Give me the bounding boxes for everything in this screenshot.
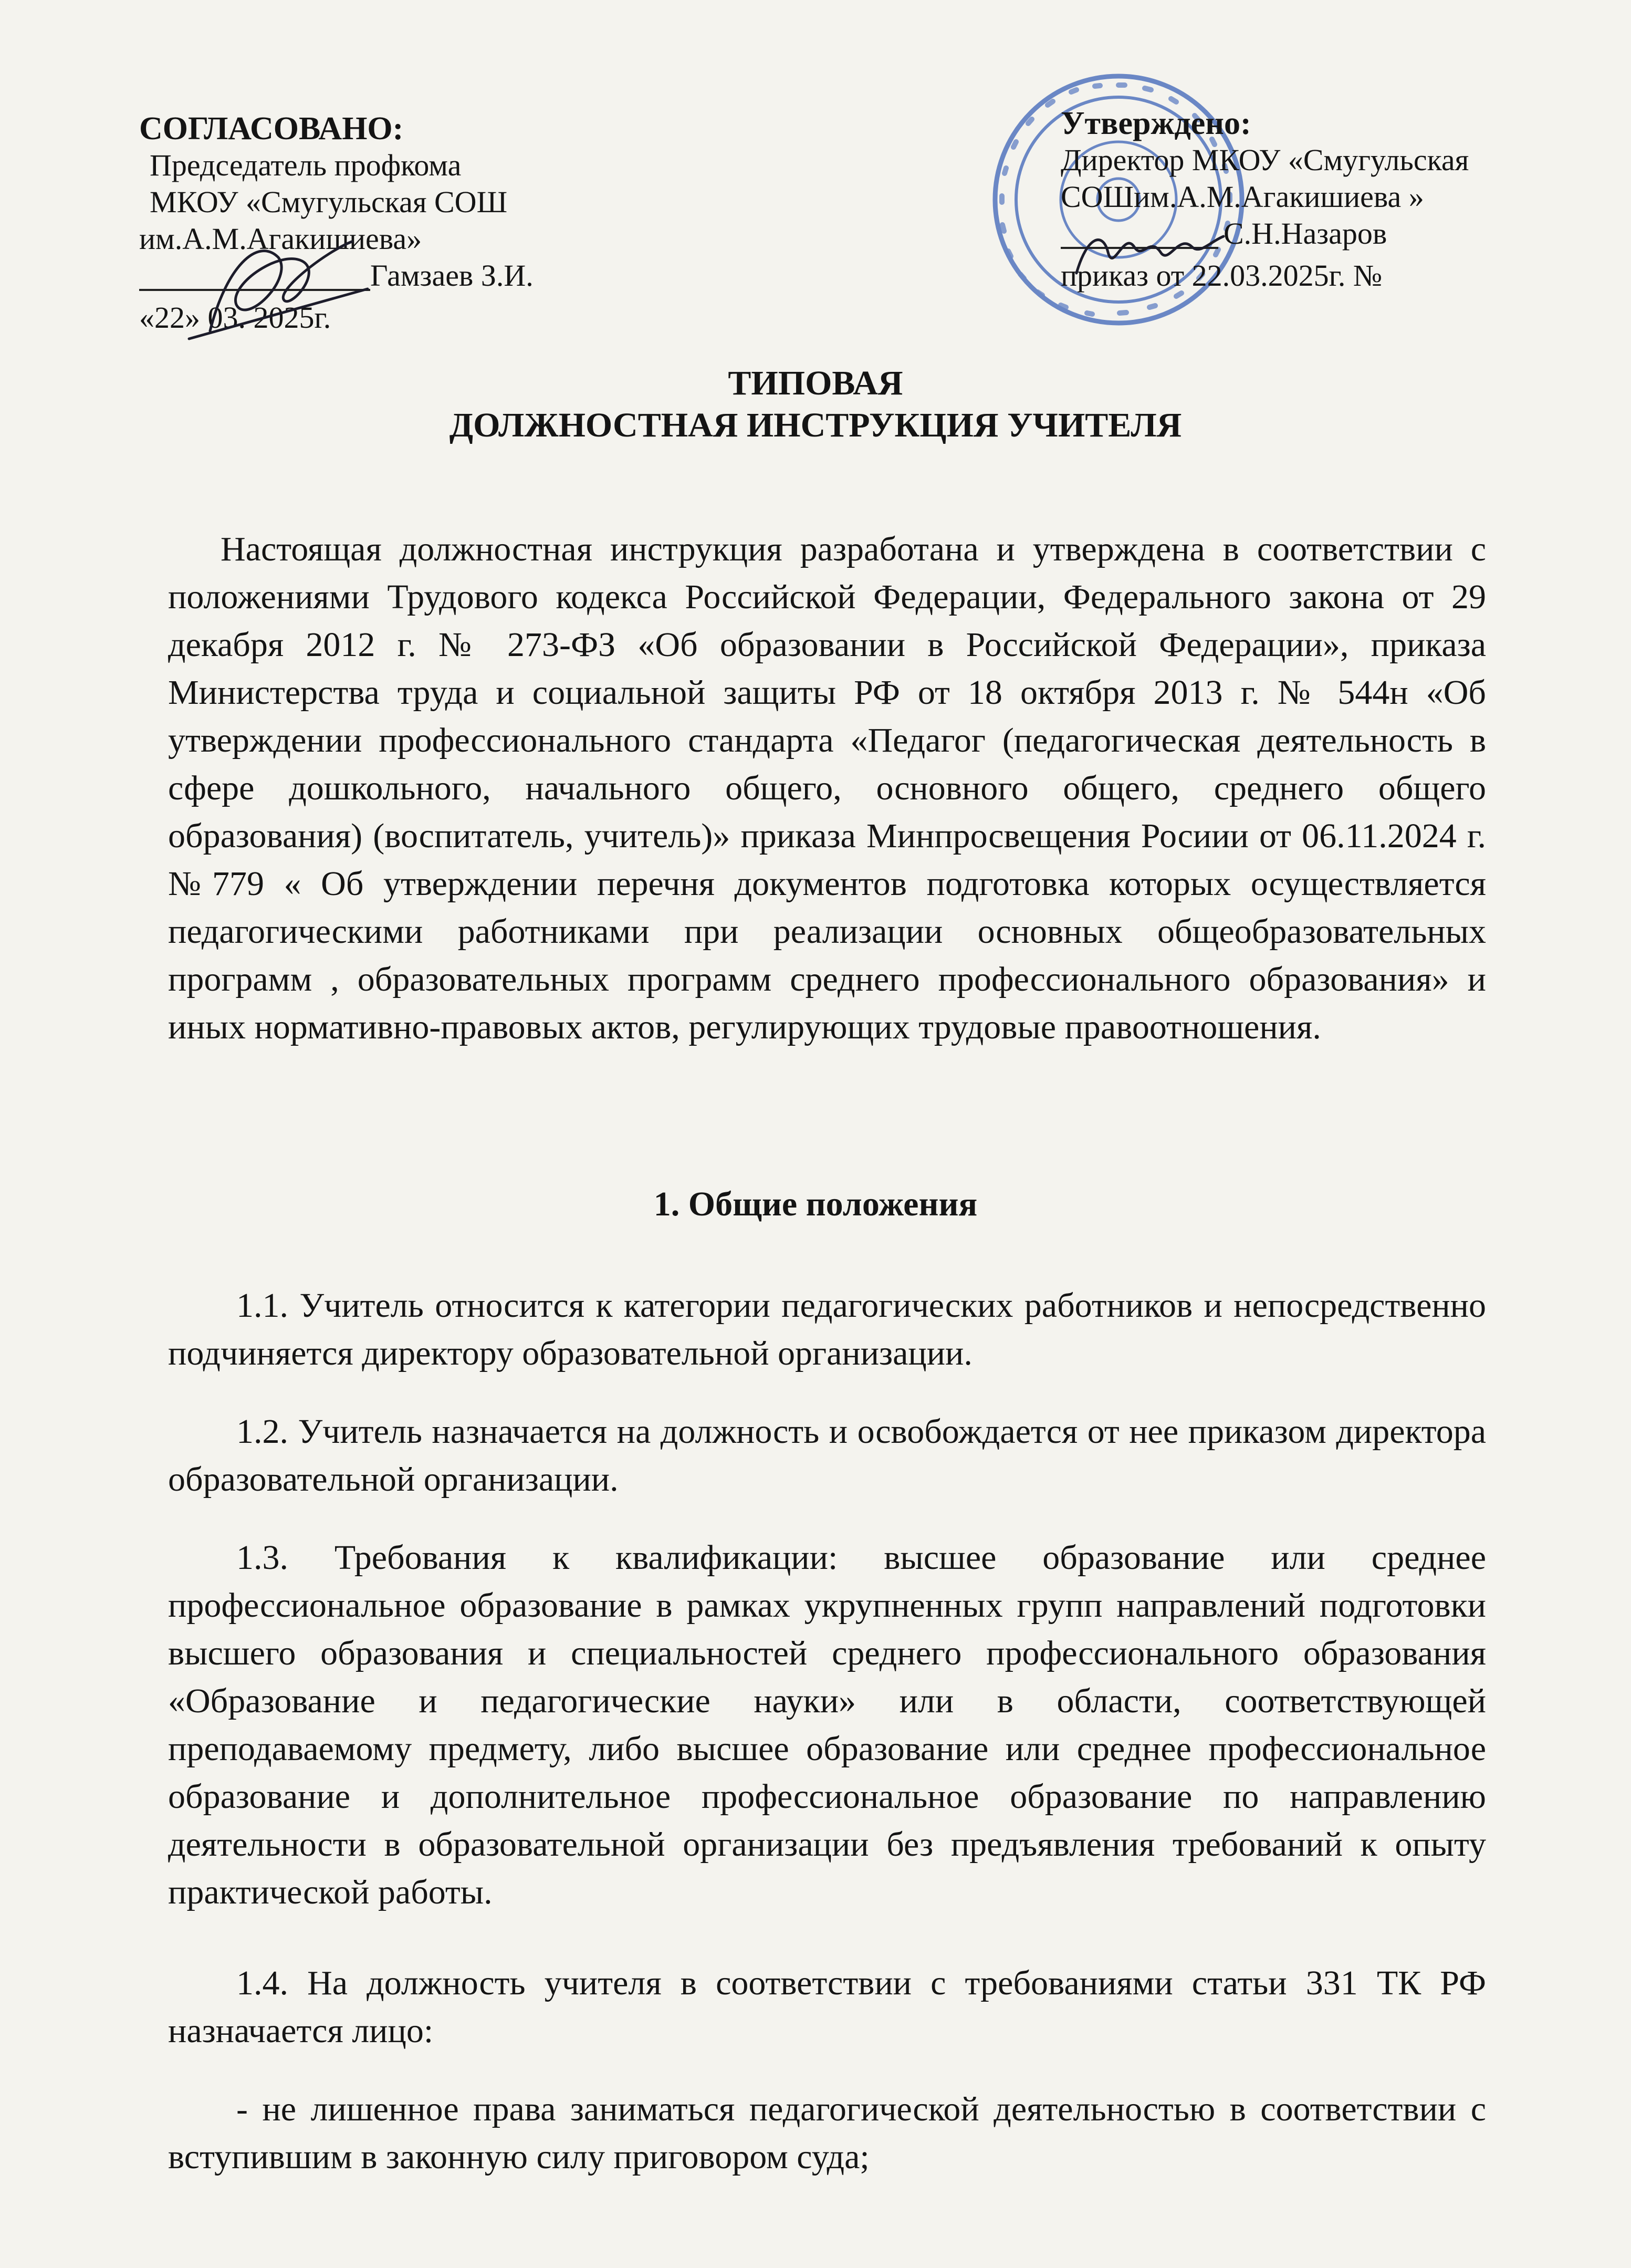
intro-paragraph: Настоящая должностная инструкция разработана и утверждена в соответствии с положениями Трудового кодекса Российской Федерации, Федерального закона от 29 декабря 2012 г. № 273-ФЗ «Об образовании в Российской Федерации», приказа Министерства труда и социальной защиты РФ от 18 октября 2013 г. № 544н «Об утверждении профессионального стандарта «Педагог (педагогическая деятельность в сфере дошкольного, начального общего, основного общего, среднего общего образования) (воспитатель, учитель)» приказа Минпросвещения Росиии от 06.11.2024 г.№779 « Об утверждении перечня документов подготовка которых осуществляется педагогическими работниками при реализации основных общеобразовательных программ , образовательных программ среднего профессионального образования» и иных нормативно-правовых актов, регулирующих трудовые правоотношения. — [168, 530, 1486, 1046]
document-title-line2: ДОЛЖНОСТНАЯ ИНСТРУКЦИЯ УЧИТЕЛЯ — [449, 406, 1182, 444]
paragraph-1-3: 1.3. Требования к квалификации: высшее образование или среднее профессиональное образование в рамках укрупненных групп направлений подготовки высшего образования и специальностей среднего профессионального образования «Образование и педагогические науки» или в области, соответствующей преподаваемому предмету, либо высшее образование или среднее профессиональное образование и дополнительное профессиональное образование по направлению деятельности в образовательной организации без предъявления требований к опыту практической работы. — [168, 1538, 1486, 1911]
agreed-signer-name: Гамзаев З.И. — [370, 258, 534, 293]
handwritten-signature-right — [1066, 215, 1234, 289]
paragraph-1-1: 1.1. Учитель относится к категории педагогических работников и непосредственно подчиняется директору образовательной организации. — [168, 1286, 1486, 1372]
paragraph-1-2: 1.2. Учитель назначается на должность и освобождается от нее приказом директора образовательной организации. — [168, 1412, 1486, 1499]
approved-heading: Утверждено: — [1061, 106, 1251, 141]
approved-position: Директор МКОУ «Смугульская — [1061, 143, 1469, 177]
section-heading: 1. Общие положения — [653, 1185, 978, 1223]
paragraph-1-4: 1.4. На должность учителя в соответствии с требованиями статьи 331 ТК РФ назначается лицо: — [168, 1964, 1486, 2050]
agreed-date: «22» 03. 2025г. — [139, 300, 331, 335]
paragraph-1-4-item: - не лишенное права заниматься педагогической деятельностью в соответствии с вступившим в законную силу приговором суда; — [168, 2090, 1486, 2176]
agreed-position: Председатель профкома — [150, 148, 462, 182]
approved-organization: СОШим.А.М.Агакишиева » — [1061, 180, 1424, 214]
handwritten-signature-left — [179, 226, 378, 357]
approved-signer-name: С.Н.Назаров — [1224, 216, 1387, 251]
agreed-organization-name: им.А.М.Агакишиева» — [139, 222, 422, 256]
document-title-line1: ТИПОВАЯ — [728, 364, 903, 402]
approved-order: приказ от 22.03.2025г. № — [1061, 258, 1383, 293]
agreed-heading: СОГЛАСОВАНО: — [139, 111, 404, 147]
agreed-organization: МКОУ «Смугульская СОШ — [150, 185, 508, 219]
